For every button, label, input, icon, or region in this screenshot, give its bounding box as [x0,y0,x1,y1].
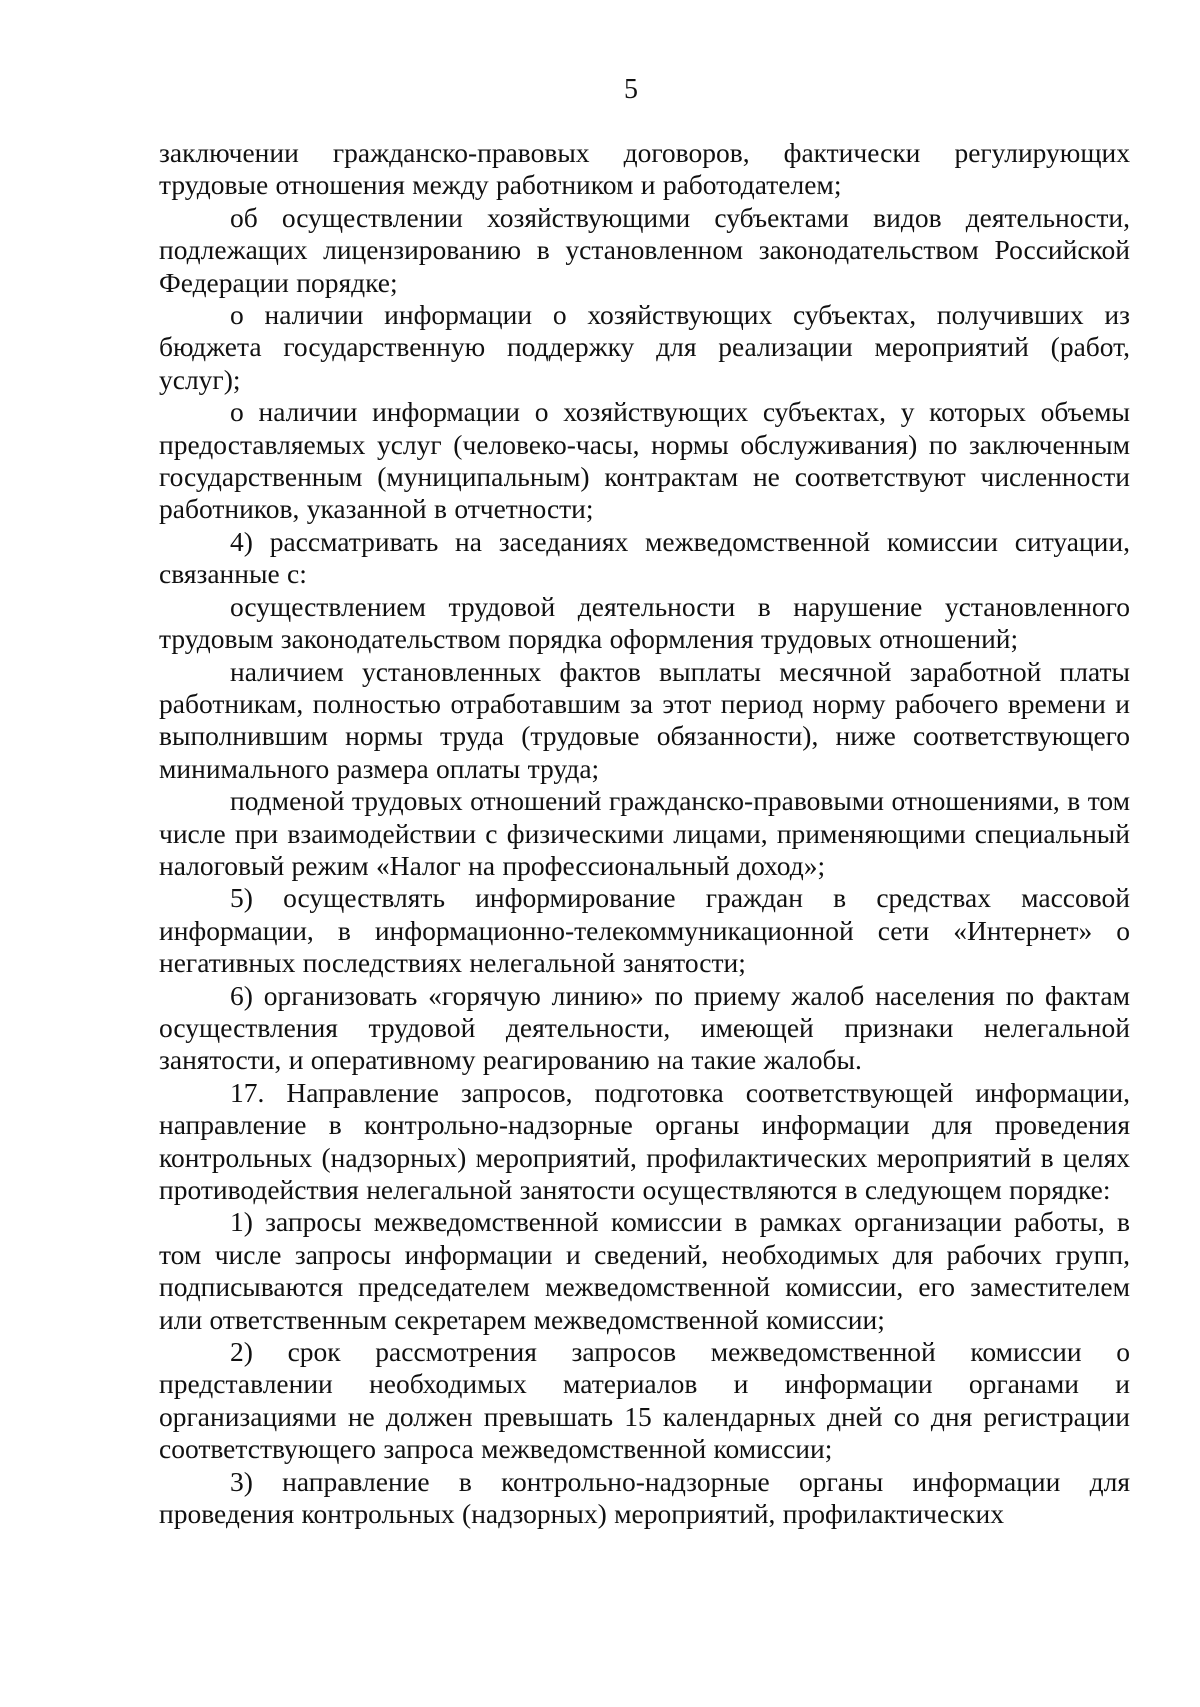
paragraph-item-6: 6) организовать «горячую линию» по приему жалоб населения по фактам осуществления трудовой деятельности, имеющей признаки нелегальной занятости, и оперативному реагированию на такие жалобы. [159,979,1130,1076]
document-body [159,137,1130,1530]
paragraph-state-support: о наличии информации о хозяйствующих субъектах, получивших из бюджета государственную поддержку для реализации мероприятий (работ, услуг); [159,299,1130,395]
page-number: 5 [624,74,638,105]
paragraph-section-17: 17. Направление запросов, подготовка соответствующей информации, направление в контрольно-надзорные органы информации для проведения контрольных (надзорных) мероприятий, профилактических мероприятий в целях противодействия нелегальной занятости осуществляются в следующем порядке: [159,1076,1130,1205]
paragraph-item-5: 5) осуществлять информирование граждан в средствах массовой информации, в информационно-телекоммуникационной сети «Интернет» о негативных последствиях нелегальной занятости; [159,882,1130,979]
paragraph-labor-violation: осуществлением трудовой деятельности в нарушение установленного трудовым законодательством порядка оформления трудовых отношений; [159,590,1130,655]
paragraph-item-4: 4) рассматривать на заседаниях межведомственной комиссии ситуации, связанные с: [159,525,1130,590]
paragraph-17-item-3: 3) направление в контрольно-надзорные органы информации для проведения контрольных (надзорных) мероприятий, профилактических [159,1465,1130,1530]
paragraph-17-item-1: 1) запросы межведомственной комиссии в рамках организации работы, в том числе запросы информации и сведений, необходимых для рабочих групп, подписываются председателем межведомственной комиссии, его заместителем или ответственным секретарем межведомственной комиссии; [159,1206,1130,1335]
paragraph-civil-contracts: подменой трудовых отношений гражданско-правовыми отношениями, в том числе при взаимодействии с физическими лицами, применяющими специальный налоговый режим «Налог на профессиональный доход»; [159,785,1130,881]
paragraph-service-volumes: о наличии информации о хозяйствующих субъектах, у которых объемы предоставляемых услуг (человеко-часы, нормы обслуживания) по заключенным государственным (муниципальным) контрактам не соответствуют численности работников, указанной в отчетности; [159,396,1130,525]
paragraph-17-item-2: 2) срок рассмотрения запросов межведомственной комиссии о представлении необходимых материалов и информации органами и организациями не должен превышать 15 календарных дней со дня регистрации соответствующего запроса межведомственной комиссии; [159,1336,1130,1465]
paragraph-licensing: об осуществлении хозяйствующими субъектами видов деятельности, подлежащих лицензированию в установленном законодательством Российской Федерации порядке; [159,201,1130,298]
paragraph-min-wage: наличием установленных фактов выплаты месячной заработной платы работникам, полностью отработавшим за этот период норму рабочего времени и выполнившим нормы труда (трудовые обязанности), ниже соответствующего минимального размера оплаты труда; [159,655,1130,784]
paragraph-continuation: заключении гражданско-правовых договоров, фактически регулирующих трудовые отношения между работником и работодателем; [159,137,1130,201]
